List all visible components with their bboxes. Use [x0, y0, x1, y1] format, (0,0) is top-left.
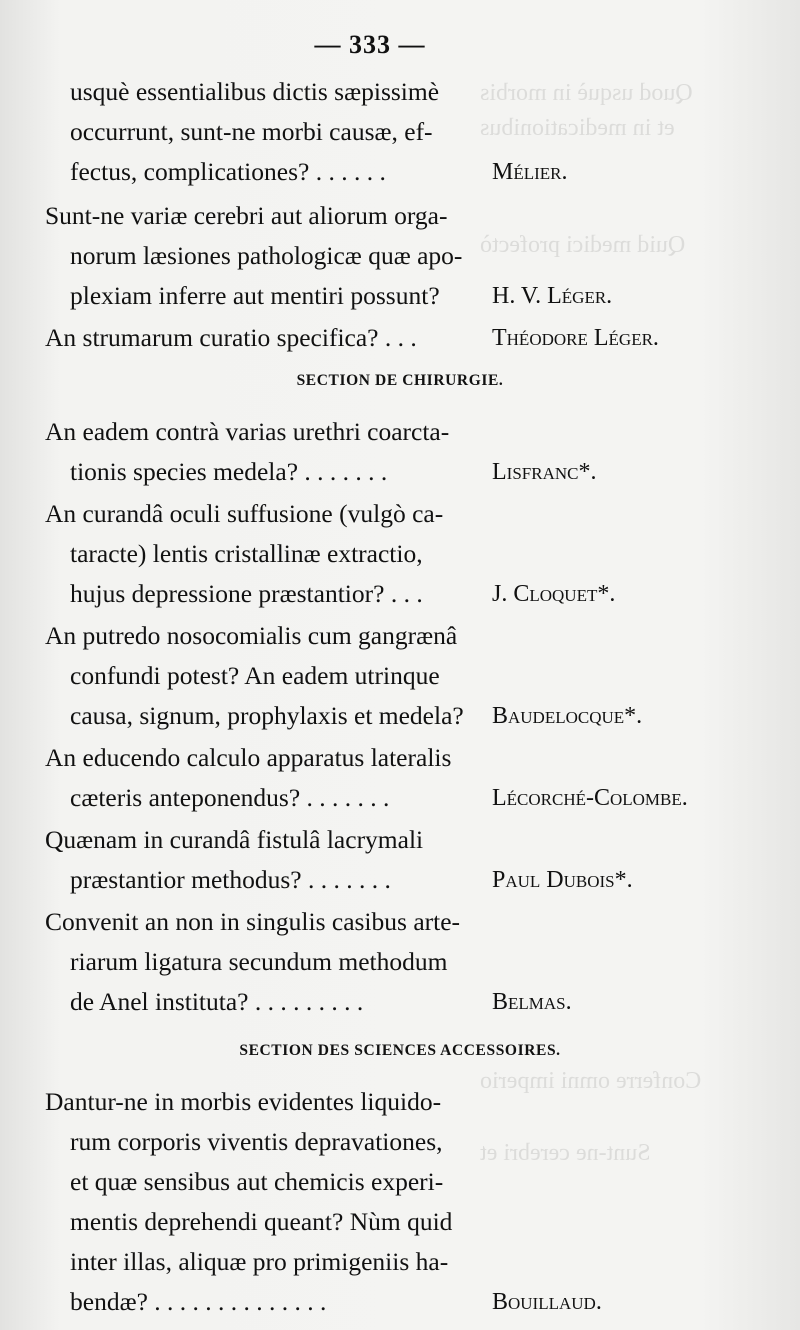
- text-line: norum læsiones pathologicæ quæ apo-: [70, 241, 463, 270]
- section-heading: SECTION DE CHIRURGIE.: [296, 372, 504, 389]
- text-line: Quænam in curandâ fistulâ lacrymali: [45, 825, 424, 854]
- text-line: hujus depressione præstantior? . . . J. Cloquet*.: [0, 572, 760, 616]
- text-line: plexiam inferre aut mentiri possunt? H. V. Léger.: [0, 274, 760, 318]
- text-line: Convenit an non in singulis casibus arte-: [45, 907, 461, 936]
- text-line: de Anel instituta? . . . . . . . . . Belmas.: [0, 980, 760, 1024]
- text-line: et quæ sensibus aut chemicis experi-: [70, 1167, 444, 1196]
- show-through-text: Quid medici profectò: [480, 232, 686, 258]
- text-line: mentis deprehendi queant? Nùm quid: [70, 1207, 453, 1236]
- show-through-text: Sunt-ne cerebri et: [480, 1140, 651, 1166]
- text-line: fectus, complicationes? . . . . . . Mélier.: [0, 150, 760, 194]
- text-line: cæteris anteponendus? . . . . . . . Lécorché-Colombe.: [0, 776, 760, 820]
- author-name: Baudelocque*.: [492, 703, 643, 729]
- text-line: tionis species medela? . . . . . . . Lisfranc*.: [0, 450, 760, 494]
- text-line: An strumarum curatio specifica? . . . Théodore Léger.: [0, 316, 760, 360]
- show-through-text: Quod usquè in morbis: [480, 80, 693, 106]
- text-line: An putredo nosocomialis cum gangrænâ: [45, 621, 458, 650]
- author-name: H. V. Léger.: [492, 283, 613, 309]
- text-line: usquè essentialibus dictis sæpissimè: [70, 77, 440, 106]
- text-line: An curandâ oculi suffusione (vulgò ca-: [45, 499, 444, 528]
- author-name: Mélier.: [492, 159, 568, 185]
- text-line: Dantur-ne in morbis evidentes liquido-: [45, 1087, 442, 1116]
- text-line: An educendo calculo apparatus lateralis: [45, 743, 452, 772]
- text-line: præstantior methodus? . . . . . . . Paul Dubois*.: [0, 858, 760, 902]
- author-name: Bouillaud.: [492, 1289, 602, 1315]
- page-number: — 333 —: [314, 30, 426, 59]
- text-line: rum corporis viventis depravationes,: [70, 1127, 443, 1156]
- text-line: An eadem contrà varias urethri coarcta-: [45, 417, 450, 446]
- text-line: confundi potest? An eadem utrinque: [70, 661, 440, 690]
- text-line: Sunt-ne variæ cerebri aut aliorum orga-: [45, 201, 448, 230]
- show-through-text: et in medicationibus: [480, 115, 675, 141]
- text-line: causa, signum, prophylaxis et medela? Baudelocque*.: [0, 694, 760, 738]
- author-name: J. Cloquet*.: [492, 581, 616, 607]
- text-line: occurrunt, sunt-ne morbi causæ, ef-: [70, 117, 433, 146]
- text-line: riarum ligatura secundum methodum: [70, 947, 448, 976]
- text-line: bendæ? . . . . . . . . . . . . . . Bouillaud.: [0, 1280, 760, 1324]
- author-name: Lisfranc*.: [492, 459, 597, 485]
- text-line: taracte) lentis cristallinæ extractio,: [70, 539, 423, 568]
- author-name: Belmas.: [492, 989, 572, 1015]
- author-name: Lécorché-Colombe.: [492, 785, 688, 811]
- text-line: inter illas, aliquæ pro primigeniis ha-: [70, 1247, 449, 1276]
- show-through-text: Conferre omni imperio: [480, 1068, 702, 1094]
- author-name: Théodore Léger.: [492, 325, 659, 351]
- author-name: Paul Dubois*.: [492, 867, 633, 893]
- section-heading: SECTION DES SCIENCES ACCESSOIRES.: [239, 1042, 561, 1059]
